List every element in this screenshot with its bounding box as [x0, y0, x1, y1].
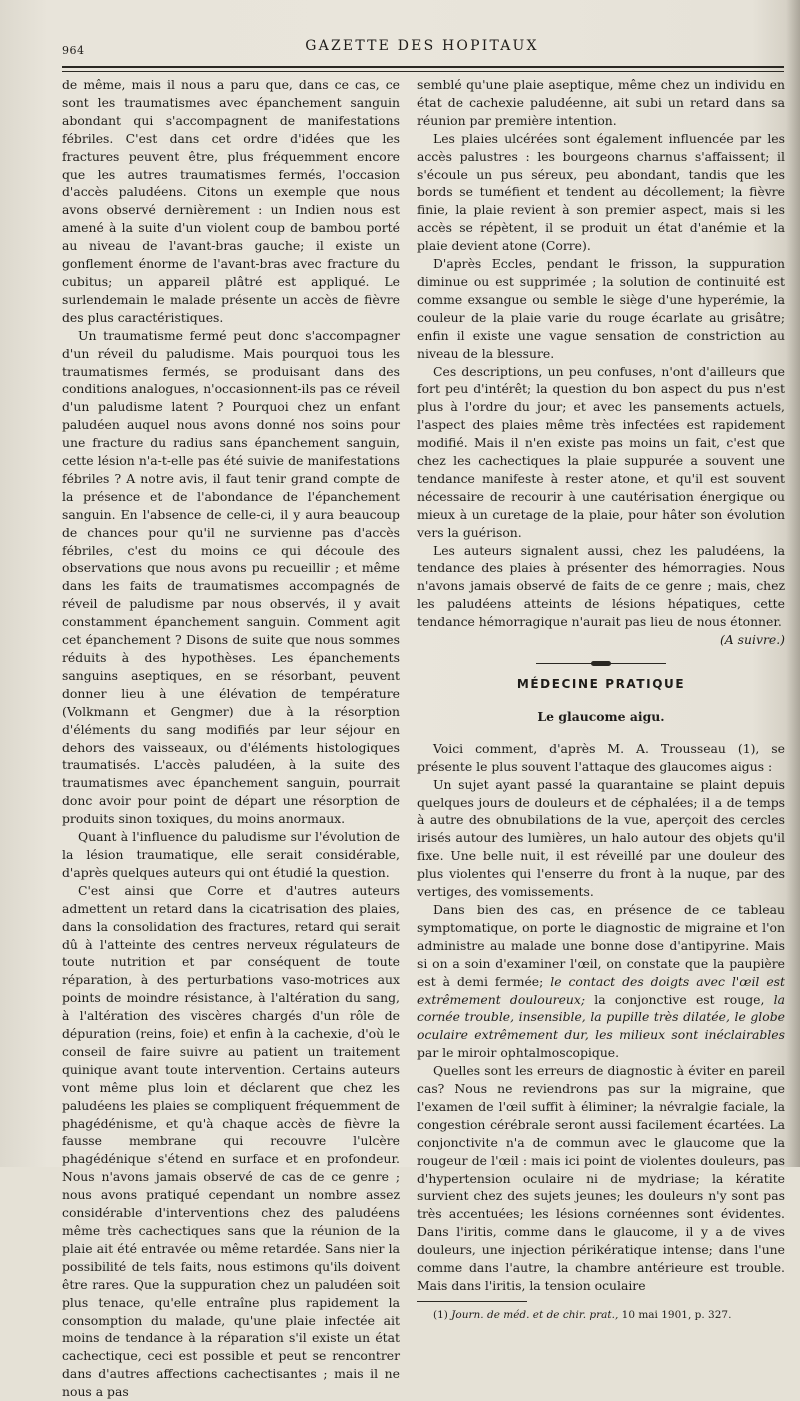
paragraph: [417, 901, 785, 1062]
page-number: 964: [62, 44, 85, 57]
text-run: par le miroir ophtalmoscopique.: [417, 1045, 620, 1061]
left-column: [62, 76, 400, 1401]
text-run: la conjonctive est rouge,: [594, 991, 765, 1007]
paragraph: Un traumatisme fermé peut donc s'accompagner d'un réveil du paludisme. Mais pourquoi tous les traumatismes fermés, se produisant dans des conditions analogues, n'occasionnent-ils pas ce réveil d'un paludisme latent ? Pourquoi chez un enfant paludéen auquel nous avons donné nos soins pour une fracture du radius sans épanchement sanguin, cette lésion n'a-t-elle pas été suivie de manifestations fébriles ? A notre avis, il faut tenir grand compte de la présence et de l'abondance de l'épanchement sanguin. En l'absence de celle-ci, il y aura beaucoup de chances pour qu'il ne survienne pas d'accès fébriles, c'est du moins ce qui découle des observations que nous avons pu recueillir ; et même dans les faits de traumatismes accompagnés de réveil de paludisme par nous observés, il y avait constamment épanchement sanguin. Comment agit cet épanchement ? Disons de suite que nous sommes réduits à des hypothèses. Les épanchements sanguins aseptiques, en se résorbant, peuvent donner lieu à une élévation de température (Volkmann et Gengmer) due à la résorption d'éléments du sang modifiés par leur séjour en dehors des vaisseaux, ou d'éléments histologiques traumatisés. L'accès paludéen, à la suite des traumatismes avec épanchement sanguin, pourrait donc avoir pour point de départ une résorption de produits sinon toxiques, du moins anormaux.: [62, 327, 400, 827]
paragraph: semblé qu'une plaie aseptique, même chez un individu en état de cachexie paludéenne, ait subi un retard dans sa réunion par première intention.: [417, 77, 785, 128]
running-title: GAZETTE DES HOPITAUX: [305, 38, 539, 54]
paragraph: Un sujet ayant passé la quarantaine se plaint depuis quelques jours de douleurs et de céphalées; il a de temps à autre des obnubilations de la vue, aperçoit des cercles irisés autour des lumières, un halo autour des objets qu'il fixe. Une belle nuit, il est réveillé par une douleur des plus violentes qui l'enserre du front à la nuque, par des vertiges, des vomissements.: [417, 776, 785, 900]
italic-run: la cornée trouble, insensible, la pupille très dilatée, le globe oculaire extrêmement dur, les milieux sont inéclairables: [417, 991, 785, 1043]
to-be-continued: (A suivre.): [719, 632, 785, 648]
paragraph: Les auteurs signalent aussi, chez les paludéens, la tendance des plaies à présenter des hémorragies. Nous n'avons jamais observé de faits de ce genre ; mais, chez les paludéens atteints de lésions hépatiques, cette tendance hémorragique n'aurait pas lieu de nous étonner.: [417, 542, 785, 630]
page-edge-shadow: [786, 0, 800, 1167]
footnote-journal: Journ. de méd. et de chir. prat.,: [451, 1308, 619, 1321]
text-run: Dans bien des cas, en présence de ce tableau symptomatique, on porte le diagnostic de migraine et l'on administre au malade une bonne dose d'antipyrine. Mais si on a soin d'examiner l'œil, on constate que la paupière est à demi fermée;: [417, 901, 785, 989]
right-column: [417, 76, 785, 1322]
paragraph: de même, mais il nous a paru que, dans ce cas, ce sont les traumatismes avec épanchement sanguin abondant qui s'accompagnent de manifestations fébriles. C'est dans cet ordre d'idées que les fractures peuvent être, plus fréquemment encore que les autres traumatismes fermés, l'occasion d'accès paludéens. Citons un exemple que nous avons observé dernièrement : un Indien nous est amené à la suite d'un violent coup de bambou porté au niveau de l'avant-bras gauche; il existe un gonflement énorme de l'avant-bras avec fracture du cubitus; un appareil plâtré est appliqué. Le surlendemain le malade présente un accès de fièvre des plus caractéristiques.: [62, 77, 400, 325]
footnote: [417, 1308, 785, 1322]
paragraph: C'est ainsi que Corre et d'autres auteurs admettent un retard dans la cicatrisation des plaies, dans la consolidation des fractures, retard qui serait dû à l'atteinte des centres nerveux régulateurs de toute nutrition et par conséquent de toute réparation, à des perturbations vaso-motrices aux points de moindre résistance, à l'altération du sang, à l'altération des viscères chargés d'un rôle de dépuration (reins, foie) et enfin à la cachexie, d'où le conseil de faire suivre au patient un traitement quinique avant toute intervention. Certains auteurs vont même plus loin et déclarent que chez les paludéens les plaies se compliquent fréquemment de phagédénisme, et qu'à chaque accès de fièvre la fausse membrane qui recouvre l'ulcère phagédénique s'étend en surface et en profondeur. Nous n'avons jamais observé de cas de ce genre ; nous avons pratiqué cependant un nombre assez considérable d'interventions chez des paludéens même très cachectiques sans que la réunion de la plaie ait été entravée ou même retardée. Sans nier la possibilité de tels faits, nous estimons qu'ils doivent être rares. Que la suppuration chez un paludéen soit plus tenace, qu'elle entraîne plus rapidement la consomption du malade, qu'une plaie infectée ait moins de tendance à la réparation s'il existe un état cachectique, ceci est possible et peut se rencontrer dans d'autres affections cachectisantes ; mais il ne nous a pas: [62, 882, 400, 1400]
paragraph: Les plaies ulcérées sont également influencée par les accès palustres : les bourgeons charnus s'affaissent; il s'écoule un pus séreux, peu abondant, tandis que les bords se tuméfient et tendent au décollement; la fièvre finie, la plaie revient à son premier aspect, mais si les accès se répètent, il se produit un état d'anémie et la plaie devient atone (Corre).: [417, 130, 785, 254]
section-separator: [536, 661, 666, 666]
section-title: MÉDECINE PRATIQUE: [516, 677, 686, 691]
footnote-number: (1): [433, 1308, 448, 1321]
paragraph: D'après Eccles, pendant le frisson, la suppuration diminue ou est supprimée ; la solution de continuité est comme exsangue ou semble le siège d'une hyperémie, la couleur de la plaie varie du rouge écarlate au grisâtre; enfin il existe une vague sensation de constriction au niveau de la blessure.: [417, 256, 785, 361]
paragraph: Ces descriptions, un peu confuses, n'ont d'ailleurs que fort peu d'intérêt; la question du bon aspect du pus n'est plus à l'ordre du jour; et avec les pansements actuels, l'aspect des plaies même très infectées est rapidement modifié. Mais il n'en existe pas moins un fait, c'est que chez les cachectiques la plaie suppurée a souvent une tendance manifeste à rester atone, et qu'il est souvent nécessaire de recourir à une cautérisation énergique ou mieux à un curetage de la plaie, pour hâter son évolution vers la guérison.: [417, 363, 785, 540]
article-title: Le glaucome aigu.: [537, 708, 665, 724]
footnote-rule: [417, 1301, 527, 1302]
paragraph: Quant à l'influence du paludisme sur l'évolution de la lésion traumatique, elle serait considérable, d'après quelques auteurs qui ont étudié la question.: [62, 829, 400, 880]
separator-ornament: [591, 661, 611, 666]
paragraph: Voici comment, d'après M. A. Trousseau (1), se présente le plus souvent l'attaque des glaucomes aigus :: [417, 740, 785, 774]
footnote-text: 10 mai 1901, p. 327.: [621, 1308, 732, 1321]
paragraph: Quelles sont les erreurs de diagnostic à éviter en pareil cas? Nous ne reviendrons pas sur la migraine, que l'examen de l'œil suffit à éliminer; la névralgie faciale, la congestion cérébrale seront aussi facilement écartées. La conjonctivite n'a de commun avec le glaucome que la rougeur de l'œil : mais ici point de violentes douleurs, pas d'hypertension oculaire ni de mydriase; la kératite survient chez des sujets jeunes; les douleurs n'y sont pas très accentuées; les lésions cornéennes sont évidentes. Dans l'iritis, comme dans le glaucome, il y a de vives douleurs, une injection périkératique intense; dans l'une comme dans l'autre, la chambre antérieure est trouble. Mais dans l'iritis, la tension oculaire: [417, 1063, 785, 1293]
italic-run: le contact des doigts avec l'œil est extrêmement douloureux;: [417, 973, 785, 1007]
page-header: [62, 36, 782, 60]
header-rule: [62, 66, 784, 68]
header-rule-thin: [62, 71, 784, 72]
